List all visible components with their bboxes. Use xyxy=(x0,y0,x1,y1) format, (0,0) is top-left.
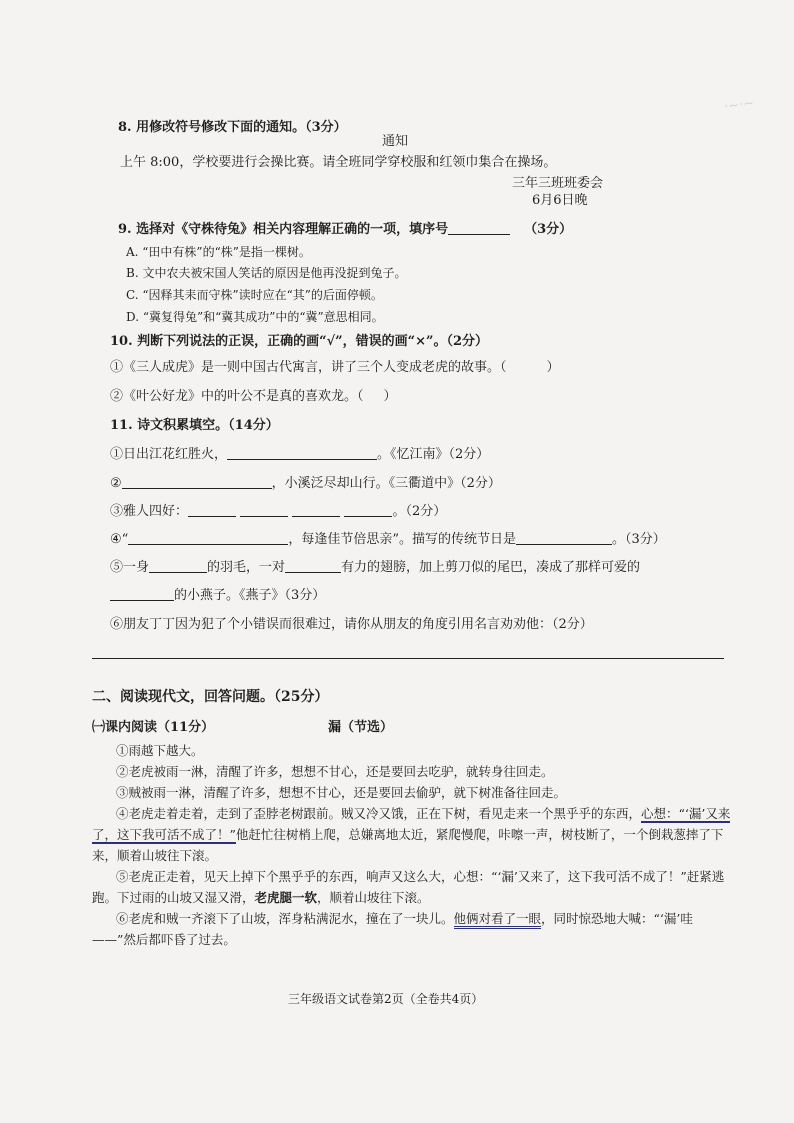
q10-item-1-text: ①《三人成虎》是一则中国古代寓言，讲了三个人变成老虎的故事。（ xyxy=(110,360,507,375)
q11-line-4-b: ，每逢佳节倍思亲”。描写的传统节日是 xyxy=(288,532,516,547)
passage-title: 漏（节选） xyxy=(328,720,394,735)
q11-line-4-c: 。（3分） xyxy=(611,532,666,547)
q11-blank-1[interactable] xyxy=(227,445,377,460)
q11-line-2-b: ，小溪泛尽却山行。《三衢道中》（2分） xyxy=(271,476,501,491)
q11-line-4 xyxy=(110,528,666,547)
q11-line-2-a: ② xyxy=(110,476,122,491)
q10-item-2 xyxy=(110,385,397,404)
q10-item-1-close: ） xyxy=(546,360,560,375)
q11-line-6: ⑥朋友丁丁因为犯了个小错误而很难过，请你从朋友的角度引用名言劝劝他：（2分） xyxy=(110,617,593,632)
q9-title xyxy=(118,218,572,237)
q10-title: 10. 判断下列说法的正误，正确的画“√”，错误的画“×”。（2分） xyxy=(110,334,489,349)
section2-subtitle: ㈠课内阅读（11分） xyxy=(92,720,215,735)
p4-a: ④老虎走着走着，走到了歪脖老树跟前。贼又冷又饿，正在下树，看见走来一个黑乎乎的东西， xyxy=(116,806,642,821)
q11-line-3-a: ③雅人四好： xyxy=(110,504,189,519)
q9-title-text: 9. 选择对《守株待兔》相关内容理解正确的一项，填序号 xyxy=(118,222,449,237)
p5-bold: 老虎腿一软 xyxy=(254,890,318,905)
q11-blank-3d[interactable] xyxy=(344,502,392,517)
p5-a: ⑤老虎正走着，见天上掉下个黑乎乎的东西，响声又这么大，心想：“‘漏’又来了，这下我可活不成了！”赶紧逃跑。下过雨的山坡又湿又滑， xyxy=(92,869,725,905)
passage-paragraph-1: ①雨越下越大。 xyxy=(116,743,204,758)
notice-body: 上午 8:00，学校要进行会操比赛。请全班同学穿校服和红领巾集合在操场。 xyxy=(120,155,557,170)
q11-line-2 xyxy=(110,472,501,491)
q8-title: 8. 用修改符号修改下面的通知。（3分） xyxy=(118,120,347,135)
q11-line-5-cont xyxy=(110,584,325,603)
q11-line-3-b: 。（2分） xyxy=(392,504,447,519)
notice-title: 通知 xyxy=(382,134,409,149)
p5-b: ，顺着山坡往下滚。 xyxy=(317,890,430,905)
q9-option-d: D. “冀复得兔”和“冀其成功”中的“冀”意思相同。 xyxy=(126,310,384,324)
p4-underlined-thought: 心想：“‘漏’又来了，这下我可活不成了！” xyxy=(92,806,731,842)
q11-line-1-a: ①日出江花红胜火， xyxy=(110,447,228,462)
passage-body xyxy=(92,740,732,950)
q10-item-2-text: ②《叶公好龙》中的叶公不是真的喜欢龙。（ xyxy=(110,389,364,404)
page-footer: 三年级语文试卷第2页（全卷共4页） xyxy=(288,992,484,1006)
notice-sign-date: 6月6日晚 xyxy=(532,193,588,208)
q11-line-1 xyxy=(110,443,489,462)
q11-blank-5c[interactable] xyxy=(110,586,174,601)
q11-blank-3c[interactable] xyxy=(292,502,340,517)
p6-underlined: 他俩对看了一眼 xyxy=(454,911,542,929)
passage-paragraph-2: ②老虎被雨一淋，清醒了许多，想想不甘心，还是要回去吃驴，就转身往回走。 xyxy=(116,764,554,779)
bleed-through-text: ·~·~ xyxy=(723,95,756,115)
passage-paragraph-4 xyxy=(92,803,732,866)
q11-line-3 xyxy=(110,500,446,519)
q11-blank-4b[interactable] xyxy=(516,530,612,545)
q9-answer-blank[interactable] xyxy=(448,220,510,235)
p4-b: 他赶忙往树梢上爬，总嫌离地太近，紧爬慢爬，咔嚓一声，树枝断了，一个倒栽葱摔了下来，顺着山坡往下滚。 xyxy=(92,827,724,863)
notice-sign-org: 三年三班班委会 xyxy=(512,176,604,191)
passage-paragraph-6 xyxy=(92,908,732,950)
q10-item-1-answer[interactable] xyxy=(507,359,547,373)
q11-line-4-a: ④“ xyxy=(110,532,129,547)
passage-paragraph-3: ③贼被雨一淋，清醒了许多，想想不甘心，还是要回去偷驴，就下树准备往回走。 xyxy=(116,785,567,800)
q11-blank-3b[interactable] xyxy=(240,502,288,517)
q11-line-5 xyxy=(110,556,640,575)
passage-paragraph-5 xyxy=(92,866,732,908)
q9-option-b: B. 文中农夫被宋国人笑话的原因是他再没捉到兔子。 xyxy=(126,266,407,280)
q11-blank-5a[interactable] xyxy=(149,558,207,573)
q11-blank-4a[interactable] xyxy=(128,530,288,545)
q11-line-5-c: 有力的翅膀，加上剪刀似的尾巴，凑成了那样可爱的 xyxy=(341,560,641,575)
q11-line-5-b: 的羽毛，一对 xyxy=(207,560,286,575)
q11-line-5-d: 的小燕子。《燕子》（3分） xyxy=(174,588,326,603)
q11-title: 11. 诗文积累填空。（14分） xyxy=(110,418,279,433)
q11-answer-line[interactable] xyxy=(92,658,724,659)
q9-option-a: A. “田中有株”的“株”是指一棵树。 xyxy=(126,245,311,259)
p6-b: ，同时惊恐地大喊：“‘漏’哇——”然后都吓昏了过去。 xyxy=(92,911,693,947)
q11-blank-3a[interactable] xyxy=(188,502,236,517)
p6-a: ⑥老虎和贼一齐滚下了山坡，浑身粘满泥水，撞在了一块儿。 xyxy=(116,911,454,926)
q11-blank-5b[interactable] xyxy=(285,558,341,573)
q11-blank-2[interactable] xyxy=(122,474,272,489)
q11-line-1-b: 。《忆江南》（2分） xyxy=(377,447,490,462)
q10-item-2-close: ） xyxy=(383,389,397,404)
q11-line-5-a: ⑤一身 xyxy=(110,560,150,575)
q10-item-2-answer[interactable] xyxy=(364,388,384,402)
section2-title: 二、阅读现代文，回答问题。（25分） xyxy=(92,689,329,705)
q10-item-1 xyxy=(110,356,560,375)
q9-score: （3分） xyxy=(524,222,573,237)
q9-option-c: C. “因释其耒而守株”读时应在“其”的后面停顿。 xyxy=(126,288,383,302)
